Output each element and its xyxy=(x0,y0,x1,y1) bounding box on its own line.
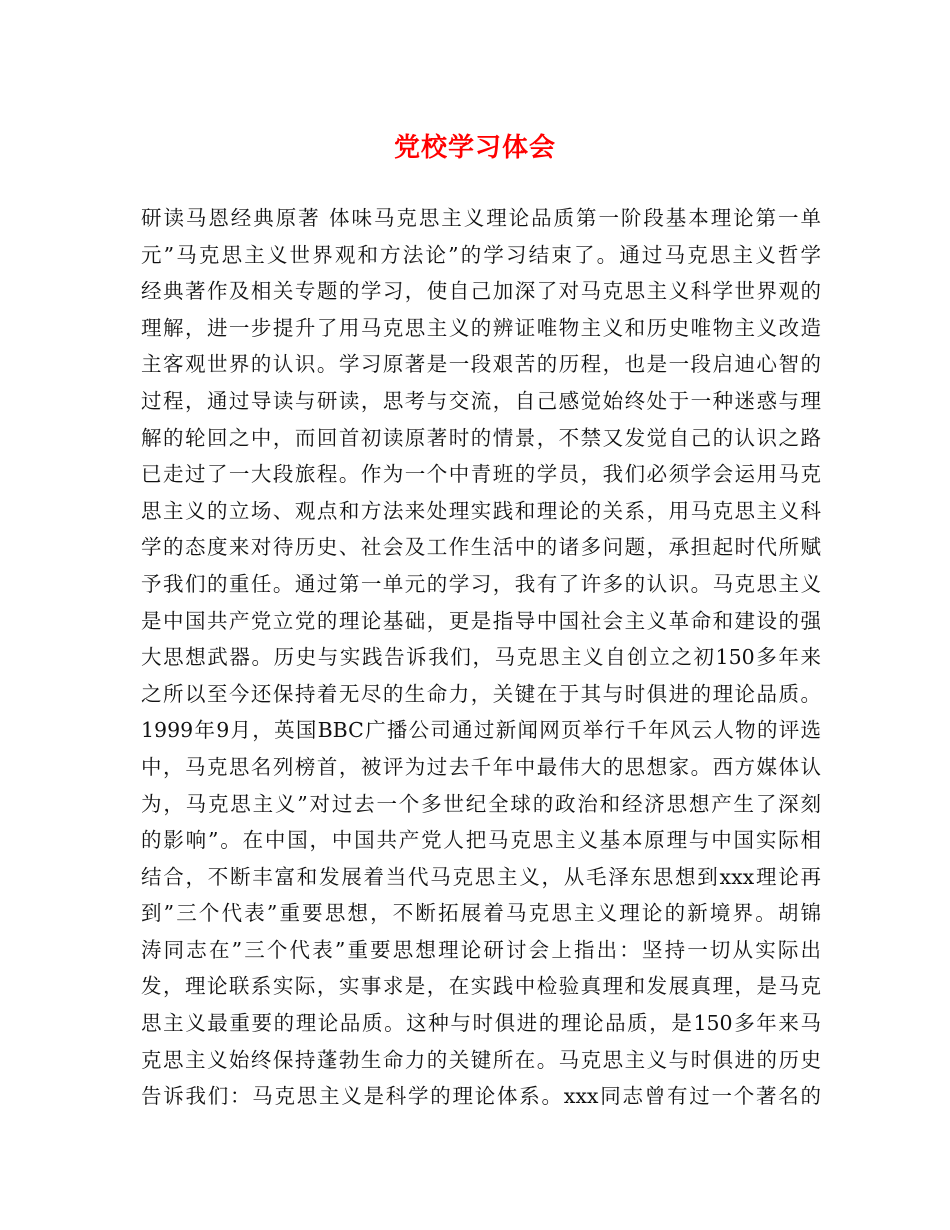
text-line: 学的态度来对待历史、社会及工作生活中的诸多问题，承担起时代所赋 xyxy=(141,535,821,560)
text-line: 主客观世界的认识。学习原著是一段艰苦的历程，也是一段启迪心智的 xyxy=(141,352,821,377)
text-line: 到”三个代表”重要思想，不断拓展着马克思主义理论的新境界。胡锦 xyxy=(141,901,821,926)
text-line: 研读马恩经典原著 体味马克思主义理论品质第一阶段基本理论第一单 xyxy=(141,206,821,230)
text-line: 为，马克思主义”对过去一个多世纪全球的政治和经济思想产生了深刻 xyxy=(141,791,821,816)
body-paragraph xyxy=(141,200,821,1115)
text-line: 理解，进一步提升了用马克思主义的辨证唯物主义和历史唯物主义改造 xyxy=(141,315,821,340)
text-line: 过程，通过导读与研读，思考与交流，自己感觉始终处于一种迷惑与理 xyxy=(141,388,821,413)
text-line: 告诉我们：马克思主义是科学的理论体系。xxx同志曾有过一个著名的 xyxy=(141,1084,821,1109)
text-line: 思主义的立场、观点和方法来处理实践和理论的关系，用马克思主义科 xyxy=(141,498,821,523)
text-line: 予我们的重任。通过第一单元的学习，我有了许多的认识。马克思主义 xyxy=(141,571,821,596)
text-line: 已走过了一大段旅程。作为一个中青班的学员，我们必须学会运用马克 xyxy=(141,462,821,487)
text-line: 1999年9月，英国BBC广播公司通过新闻网页举行千年风云人物的评选 xyxy=(141,718,821,743)
text-line: 解的轮回之中，而回首初读原著时的情景，不禁又发觉自己的认识之路 xyxy=(141,425,821,450)
text-line: 之所以至今还保持着无尽的生命力，关键在于其与时俱进的理论品质。 xyxy=(141,681,821,706)
text-line: 发，理论联系实际，实事求是，在实践中检验真理和发展真理，是马克 xyxy=(141,974,821,999)
text-line: 克思主义始终保持蓬勃生命力的关键所在。马克思主义与时俱进的历史 xyxy=(141,1047,821,1072)
text-line: 大思想武器。历史与实践告诉我们，马克思主义自创立之初150多年来 xyxy=(141,645,821,670)
text-line: 是中国共产党立党的理论基础，更是指导中国社会主义革命和建设的强 xyxy=(141,608,821,633)
text-line: 涛同志在”三个代表”重要思想理论研讨会上指出：坚持一切从实际出 xyxy=(141,937,821,962)
document-title: 党校学习体会 xyxy=(393,133,556,163)
text-line: 元”马克思主义世界观和方法论”的学习结束了。通过马克思主义哲学 xyxy=(141,242,821,267)
text-line: 中，马克思名列榜首，被评为过去千年中最伟大的思想家。西方媒体认 xyxy=(141,754,821,779)
text-line: 经典著作及相关专题的学习，使自己加深了对马克思主义科学世界观的 xyxy=(141,279,821,304)
text-line: 的影响”。在中国，中国共产党人把马克思主义基本原理与中国实际相 xyxy=(141,828,821,853)
text-line: 结合，不断丰富和发展着当代马克思主义，从毛泽东思想到xxx理论再 xyxy=(141,864,821,889)
text-line: 思主义最重要的理论品质。这种与时俱进的理论品质，是150多年来马 xyxy=(141,1011,821,1036)
